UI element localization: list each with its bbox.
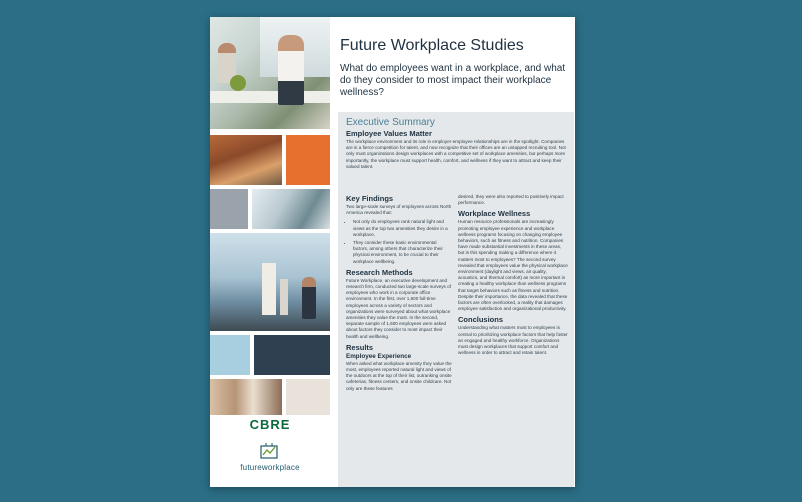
- beige-color-block: [286, 379, 330, 415]
- cbre-logo: CBRE: [249, 417, 291, 432]
- research-methods-text: Future Workplace, an executive development and research firm, conducted two large-scale surveys of employees who work in a corporate office environment. In the first, over 1,600 full-time employees across a variety of sectors and organizations were surveyed about what workplace amenities they value the most. In the second, separate sample of 1,600 employees were asked about factors they consider to most impact their health and wellbeing.: [346, 277, 451, 339]
- results-text: When asked what workplace amenity they value the most, employees reported natural light and views of the outdoors at the top of their list, outranking onsite cafeterias, fitness centers, and onsite childcare. Not only are these features: [346, 360, 452, 391]
- office-hero-photo: [210, 17, 330, 129]
- key-findings-intro: Two large-scale surveys of employees across North America revealed that:: [346, 204, 452, 216]
- brochure-page: [210, 17, 575, 487]
- meeting-people-photo: [210, 379, 282, 415]
- key-findings-list: [346, 219, 452, 264]
- page-subtitle: What do employees want in a workplace, and what do they consider to most impact their workplace wellness?: [340, 63, 566, 98]
- page-title: Future Workplace Studies: [340, 37, 524, 54]
- list-item: • Not only do employees rank natural light and views as the top two amenities they desire in a workplace,: [353, 219, 452, 238]
- lightblue-color-block: [210, 335, 250, 375]
- content-column: [338, 17, 572, 487]
- navy-color-block: [254, 335, 330, 375]
- building-logo-icon: [260, 443, 278, 459]
- summary-column-left: [346, 194, 452, 395]
- workplace-wellness-text: Human resource professionals are increasingly promoting employee experience and workplace wellness programs focusing on changing employee behaviors, such as fitness and nutrition. Companies have made substantial investments in these areas, but is this spending making a difference where it matters most to employees? The second survey revealed that employees value the physical workplace environment (daylight and views, air quality, acoustics, and thermal comfort) as more important in creating a healthy workplace than wellness programs that target behaviors such as fitness and nutrition. Despite their importance, the data revealed that these factors are often overlooked, a reality that damages employee satisfaction and organizational productivity.: [458, 219, 568, 312]
- research-methods-heading: Research Methods: [346, 267, 413, 277]
- results-continued-text: desired, they were also reported to positively impact performance.: [458, 194, 564, 206]
- orange-color-block: [286, 135, 330, 185]
- employee-values-text: The workplace environment and its role in employer-employee relationships are in the spotlight. Companies are in a fierce competition for talent, and now recognize that their offices are an untapped recruiting tool. Not only must organizations design workplaces with a competitive set of workplace amenities, but perhaps more importantly, the workplace must support health, comfort, and wellness if they want to attract and keep their valued talent.: [346, 139, 566, 169]
- employee-values-heading: Employee Values Matter: [346, 129, 432, 138]
- conclusions-text: Understanding what matters most to employees is central to prioritizing workplace factors that help foster an engaged and healthy workforce. Organizations must design workplaces that support comfort and wellness in order to attract and retain talent.: [458, 325, 568, 356]
- key-findings-heading: Key Findings: [346, 194, 394, 203]
- executive-summary-heading: Executive Summary: [346, 117, 435, 128]
- city-window-photo: [210, 233, 330, 331]
- workplace-wellness-heading: Workplace Wellness: [458, 209, 531, 219]
- open-office-photo: [252, 189, 330, 229]
- photo-column: [210, 17, 330, 487]
- conclusions-heading: Conclusions: [458, 315, 504, 325]
- grey-color-block: [210, 189, 248, 229]
- cafe-photo: [210, 135, 282, 185]
- results-heading: Results: [346, 342, 374, 352]
- summary-column-right: [458, 194, 568, 359]
- list-item: • They consider these basic environmental factors, among others that characterize their physical environment, to be crucial to their workplace wellbeing.: [353, 240, 452, 265]
- employee-experience-heading: Employee Experience: [346, 352, 412, 360]
- future-workplace-logo: futureworkplace: [240, 463, 300, 472]
